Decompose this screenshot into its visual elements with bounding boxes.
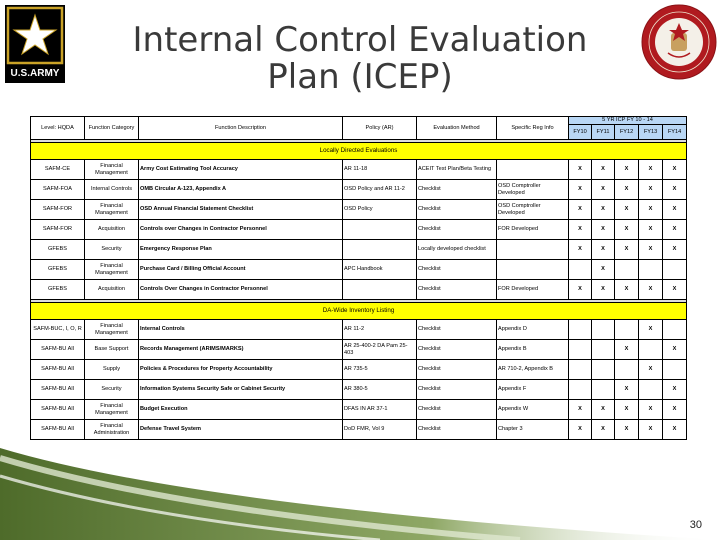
cell-policy [343, 280, 417, 300]
cell-org: SAFM-CE [31, 160, 85, 180]
cell-description: OMB Circular A-123, Appendix A [139, 180, 343, 200]
cell-fy10: X [569, 180, 592, 200]
cell-org: SAFM-BUC, I, O, R [31, 320, 85, 340]
cell-policy: OSD Policy [343, 200, 417, 220]
cell-org: GFEBS [31, 260, 85, 280]
cell-description: Internal Controls [139, 320, 343, 340]
cell-fy14: X [663, 180, 687, 200]
cell-fy11 [592, 340, 615, 360]
asst-secretary-army-seal-icon [640, 3, 718, 81]
cell-method: Checklist [417, 180, 497, 200]
cell-policy [343, 220, 417, 240]
header-fy14: FY14 [663, 125, 687, 140]
cell-category: Supply [85, 360, 139, 380]
cell-fy12: X [615, 340, 639, 360]
header-method: Evaluation Method [417, 117, 497, 140]
cell-fy14: X [663, 200, 687, 220]
cell-org: SAFM-BU All [31, 360, 85, 380]
cell-fy11 [592, 320, 615, 340]
cell-org: SAFM-BU All [31, 400, 85, 420]
cell-policy: AR 735-5 [343, 360, 417, 380]
cell-org: GFEBS [31, 280, 85, 300]
cell-fy13 [639, 340, 663, 360]
section-header-row [31, 143, 687, 160]
cell-reg: OSD Comptroller Developed [497, 180, 569, 200]
cell-fy11: X [592, 220, 615, 240]
cell-fy10: X [569, 160, 592, 180]
table-row [31, 280, 687, 300]
cell-fy14: X [663, 400, 687, 420]
cell-method: Checklist [417, 360, 497, 380]
cell-category: Security [85, 240, 139, 260]
table-row [31, 320, 687, 340]
cell-fy12: X [615, 200, 639, 220]
cell-reg: Appendix D [497, 320, 569, 340]
cell-fy11 [592, 360, 615, 380]
cell-method: Checklist [417, 380, 497, 400]
cell-fy14: X [663, 380, 687, 400]
cell-fy12: X [615, 160, 639, 180]
cell-fy12 [615, 260, 639, 280]
cell-policy: AR 380-5 [343, 380, 417, 400]
cell-reg: FOR Developed [497, 220, 569, 240]
header-category: Function Category [85, 117, 139, 140]
cell-policy: AR 25-400-2 DA Pam 25-403 [343, 340, 417, 360]
cell-fy10 [569, 260, 592, 280]
section-header-row [31, 303, 687, 320]
cell-fy13: X [639, 220, 663, 240]
table-row [31, 340, 687, 360]
table-row [31, 160, 687, 180]
cell-fy10: X [569, 400, 592, 420]
cell-method: Checklist [417, 280, 497, 300]
cell-fy10: X [569, 220, 592, 240]
cell-fy12: X [615, 180, 639, 200]
title-line-1: Internal Control Evaluation [132, 20, 588, 60]
cell-description: Controls over Changes in Contractor Personnel [139, 220, 343, 240]
cell-fy12: X [615, 400, 639, 420]
table-row [31, 240, 687, 260]
header-years-group: 5 YR ICP FY 10 - 14 [569, 117, 687, 125]
cell-method: Checklist [417, 260, 497, 280]
cell-fy11 [592, 380, 615, 400]
title-line-2: Plan (ICEP) [267, 57, 453, 97]
cell-fy10 [569, 360, 592, 380]
cell-policy: DFAS IN AR 37-1 [343, 400, 417, 420]
cell-org: GFEBS [31, 240, 85, 260]
icep-table [30, 116, 687, 440]
cell-fy10: X [569, 240, 592, 260]
cell-fy13 [639, 260, 663, 280]
cell-fy12: X [615, 380, 639, 400]
cell-description: OSD Annual Financial Statement Checklist [139, 200, 343, 220]
section-title: Locally Directed Evaluations [31, 143, 687, 160]
cell-policy: OSD Policy and AR 11-2 [343, 180, 417, 200]
cell-description: Army Cost Estimating Tool Accuracy [139, 160, 343, 180]
table-row [31, 220, 687, 240]
cell-fy10: X [569, 200, 592, 220]
cell-fy10 [569, 380, 592, 400]
cell-fy14: X [663, 340, 687, 360]
cell-org: SAFM-BU All [31, 340, 85, 360]
cell-method: Checklist [417, 200, 497, 220]
cell-description: Records Management (ARIMS/MARKS) [139, 340, 343, 360]
cell-org: SAFM-FOR [31, 220, 85, 240]
cell-description: Controls Over Changes in Contractor Personnel [139, 280, 343, 300]
cell-description: Defense Travel System [139, 420, 343, 440]
header-fy11: FY11 [592, 125, 615, 140]
cell-reg: Appendix W [497, 400, 569, 420]
cell-fy13: X [639, 240, 663, 260]
cell-fy13: X [639, 400, 663, 420]
cell-reg [497, 240, 569, 260]
cell-category: Financial Administration [85, 420, 139, 440]
cell-fy12: X [615, 240, 639, 260]
cell-fy13: X [639, 280, 663, 300]
header-fy13: FY13 [639, 125, 663, 140]
cell-category: Security [85, 380, 139, 400]
cell-method: Checklist [417, 220, 497, 240]
cell-category: Internal Controls [85, 180, 139, 200]
cell-policy: AR 11-2 [343, 320, 417, 340]
page-number: 30 [689, 519, 702, 531]
cell-fy13: X [639, 360, 663, 380]
cell-fy13: X [639, 320, 663, 340]
cell-fy11: X [592, 260, 615, 280]
cell-reg: Chapter 3 [497, 420, 569, 440]
army-logo [5, 5, 65, 83]
cell-category: Financial Management [85, 160, 139, 180]
cell-fy10 [569, 340, 592, 360]
cell-fy14: X [663, 160, 687, 180]
asst-secretary-seal [640, 3, 718, 81]
cell-fy13: X [639, 420, 663, 440]
footer-swoosh-decoration [0, 448, 720, 540]
table-row [31, 420, 687, 440]
cell-fy11: X [592, 240, 615, 260]
cell-method: Checklist [417, 420, 497, 440]
cell-fy11: X [592, 200, 615, 220]
cell-policy: AR 11-18 [343, 160, 417, 180]
cell-reg [497, 260, 569, 280]
cell-fy14 [663, 360, 687, 380]
cell-fy14: X [663, 280, 687, 300]
cell-category: Acquisition [85, 220, 139, 240]
cell-method: Checklist [417, 400, 497, 420]
header-fy10: FY10 [569, 125, 592, 140]
header-fy12: FY12 [615, 125, 639, 140]
table-header-row [31, 117, 687, 125]
cell-org: SAFM-FOR [31, 200, 85, 220]
cell-reg: OSD Comptroller Developed [497, 200, 569, 220]
cell-fy14 [663, 260, 687, 280]
cell-policy: DoD FMR, Vol 9 [343, 420, 417, 440]
cell-fy12: X [615, 280, 639, 300]
cell-fy11: X [592, 280, 615, 300]
cell-category: Financial Management [85, 320, 139, 340]
cell-fy14: X [663, 420, 687, 440]
cell-fy11: X [592, 420, 615, 440]
cell-fy13: X [639, 160, 663, 180]
cell-policy: APC Handbook [343, 260, 417, 280]
section-title: DA-Wide Inventory Listing [31, 303, 687, 320]
cell-method: Checklist [417, 320, 497, 340]
header-policy: Policy (AR) [343, 117, 417, 140]
cell-reg: FOR Developed [497, 280, 569, 300]
cell-description: Budget Execution [139, 400, 343, 420]
cell-fy12 [615, 320, 639, 340]
header-org: Level: HQDA [31, 117, 85, 140]
cell-policy [343, 240, 417, 260]
cell-reg: AR 710-2, Appendix B [497, 360, 569, 380]
cell-fy11: X [592, 180, 615, 200]
cell-fy14 [663, 320, 687, 340]
cell-fy13: X [639, 180, 663, 200]
page-title [80, 22, 640, 96]
army-logo-text: U.S.ARMY [10, 68, 60, 79]
table-row [31, 400, 687, 420]
header-description: Function Description [139, 117, 343, 140]
cell-description: Emergency Response Plan [139, 240, 343, 260]
cell-fy12: X [615, 420, 639, 440]
table-row [31, 200, 687, 220]
table-row [31, 260, 687, 280]
cell-org: SAFM-BU All [31, 380, 85, 400]
table-row [31, 360, 687, 380]
cell-method: ACEIT Test Plan/Beta Testing [417, 160, 497, 180]
cell-method: Locally developed checklist [417, 240, 497, 260]
cell-description: Information Systems Security Safe or Cabinet Security [139, 380, 343, 400]
cell-reg [497, 160, 569, 180]
header-reg: Specific Reg Info [497, 117, 569, 140]
cell-fy10: X [569, 420, 592, 440]
cell-fy12 [615, 360, 639, 380]
cell-fy11: X [592, 160, 615, 180]
army-star-logo-icon [5, 5, 65, 83]
cell-fy10 [569, 320, 592, 340]
cell-fy13: X [639, 200, 663, 220]
cell-description: Policies & Procedures for Property Accountability [139, 360, 343, 380]
cell-fy10: X [569, 280, 592, 300]
cell-fy12: X [615, 220, 639, 240]
table-body [31, 140, 687, 440]
cell-category: Acquisition [85, 280, 139, 300]
cell-category: Base Support [85, 340, 139, 360]
cell-fy13 [639, 380, 663, 400]
cell-method: Checklist [417, 340, 497, 360]
cell-reg: Appendix B [497, 340, 569, 360]
cell-fy14: X [663, 240, 687, 260]
cell-category: Financial Management [85, 200, 139, 220]
cell-org: SAFM-FOA [31, 180, 85, 200]
cell-reg: Appendix F [497, 380, 569, 400]
table-row [31, 380, 687, 400]
cell-description: Purchase Card / Billing Official Account [139, 260, 343, 280]
cell-category: Financial Management [85, 400, 139, 420]
cell-fy11: X [592, 400, 615, 420]
cell-org: SAFM-BU All [31, 420, 85, 440]
cell-fy14: X [663, 220, 687, 240]
cell-category: Financial Management [85, 260, 139, 280]
table-row [31, 180, 687, 200]
